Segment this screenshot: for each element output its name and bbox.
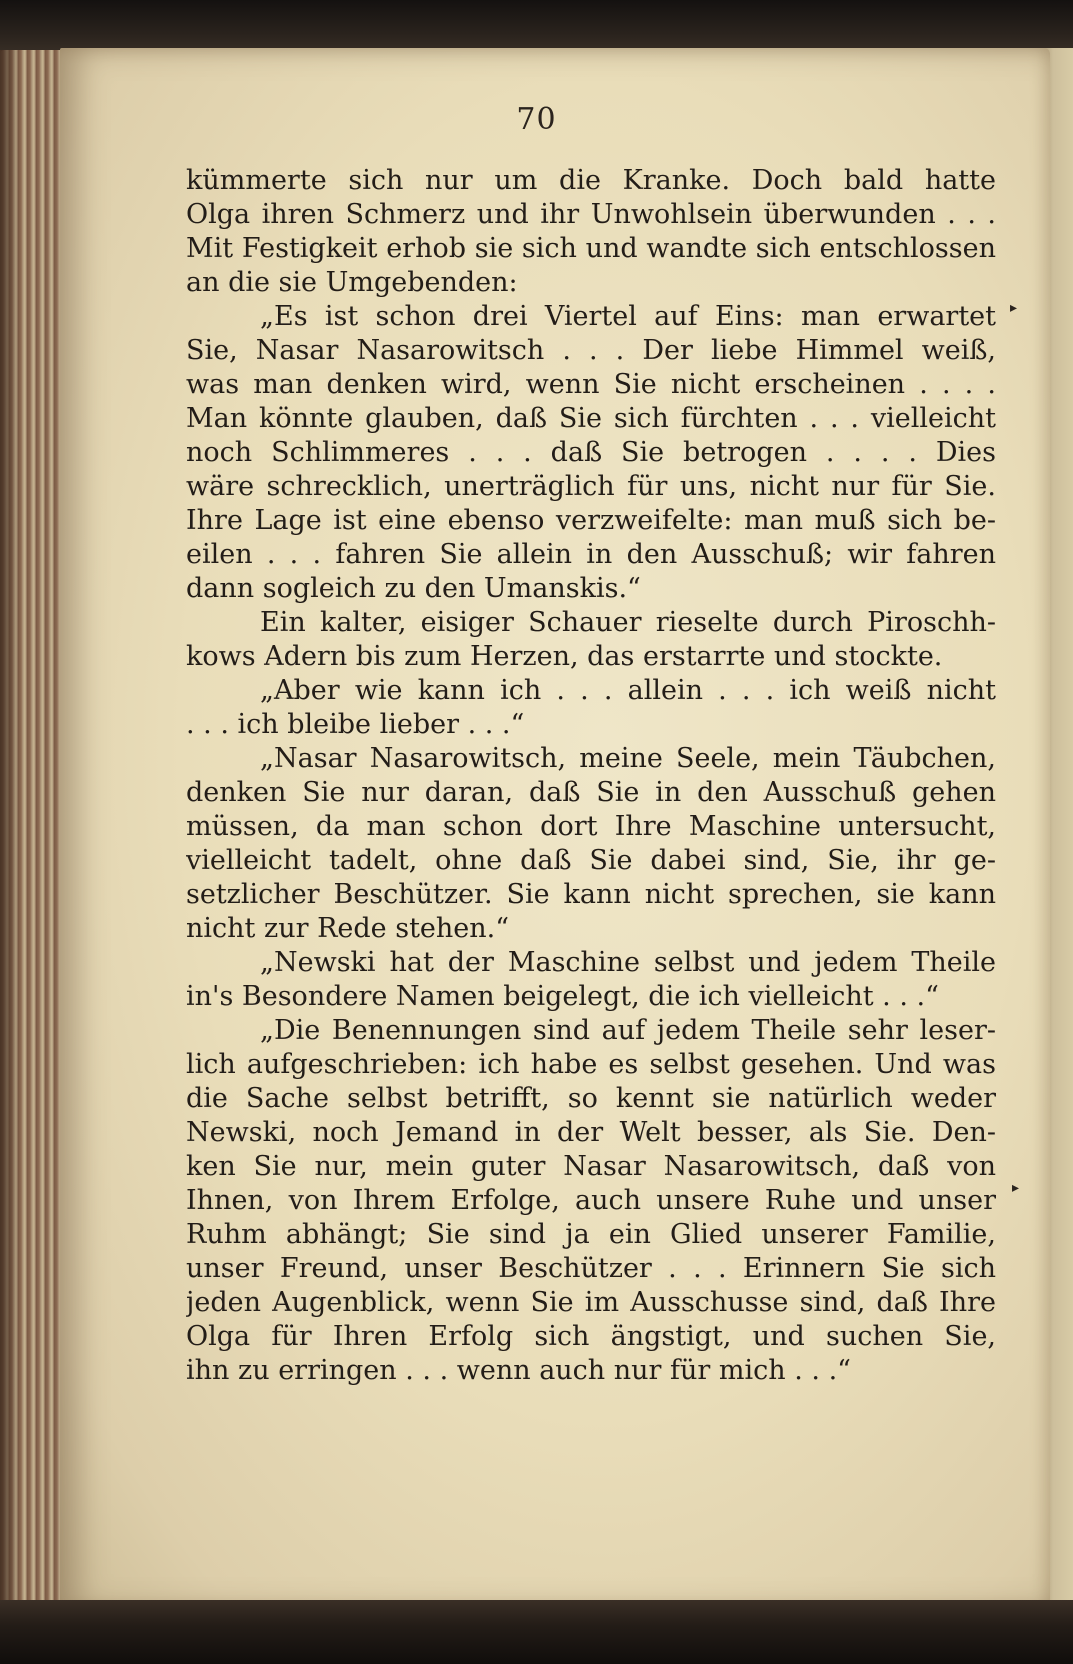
text-line: ken Sie nur, mein guter Nasar Nasarowitsch, daß von <box>186 1151 996 1182</box>
text-line: lich aufgeschrieben: ich habe es selbst gesehen. Und was <box>186 1049 996 1080</box>
text-line: Olga ihren Schmerz und ihr Unwohlsein überwunden . . . <box>186 199 996 230</box>
text-line: dann sogleich zu den Umanskis.“ <box>186 573 641 604</box>
text-line: was man denken wird, wenn Sie nicht erscheinen . . . . <box>186 369 996 400</box>
text-line: „Newski hat der Maschine selbst und jedem Theile <box>260 947 996 978</box>
text-line: vielleicht tadelt, ohne daß Sie dabei sind, Sie, ihr ge- <box>186 845 996 876</box>
body-text <box>186 164 996 1388</box>
text-line: unser Freund, unser Beschützer . . . Erinnern Sie sich <box>186 1253 996 1284</box>
text-line: kows Adern bis zum Herzen, das erstarrte und stockte. <box>186 641 943 672</box>
text-line: denken Sie nur daran, daß Sie in den Ausschuß gehen <box>186 777 996 808</box>
text-line: in's Besondere Namen beigelegt, die ich vielleicht . . .“ <box>186 981 939 1012</box>
text-line: müssen, da man schon dort Ihre Maschine untersucht, <box>186 811 996 842</box>
text-line: nicht zur Rede stehen.“ <box>186 913 510 944</box>
text-line: Ein kalter, eisiger Schauer rieselte durch Piroschh- <box>260 607 996 638</box>
text-line: „Die Benennungen sind auf jedem Theile sehr leser- <box>260 1015 996 1046</box>
text-line: die Sache selbst betrifft, so kennt sie natürlich weder <box>186 1083 996 1114</box>
text-line: Man könnte glauben, daß Sie sich fürchten . . . vielleicht <box>186 403 996 434</box>
margin-mark: ▸ <box>1012 1180 1020 1196</box>
text-line: „Es ist schon drei Viertel auf Eins: man erwartet <box>260 301 996 332</box>
book-cover-bottom-edge <box>0 1600 1073 1664</box>
text-line: „Aber wie kann ich . . . allein . . . ich weiß nicht <box>260 675 996 706</box>
text-line: an die sie Umgebenden: <box>186 267 518 298</box>
text-line: jeden Augenblick, wenn Sie im Ausschusse sind, daß Ihre <box>186 1287 996 1318</box>
text-line: eilen . . . fahren Sie allein in den Ausschuß; wir fahren <box>186 539 996 570</box>
text-line: Newski, noch Jemand in der Welt besser, als Sie. Den- <box>186 1117 996 1148</box>
text-line: noch Schlimmeres . . . daß Sie betrogen . . . . Dies <box>186 437 996 468</box>
text-line: ihn zu erringen . . . wenn auch nur für mich . . .“ <box>186 1355 851 1386</box>
text-line: wäre schrecklich, unerträglich für uns, nicht nur für Sie. <box>186 471 996 502</box>
text-line: Mit Festigkeit erhob sie sich und wandte sich entschlossen <box>186 233 996 264</box>
text-line: Ihre Lage ist eine ebenso verzweifelte: man muß sich be- <box>186 505 996 536</box>
gutter-shadow <box>0 50 20 1610</box>
margin-mark: ▸ <box>1010 300 1018 316</box>
text-line: kümmerte sich nur um die Kranke. Doch bald hatte <box>186 165 996 196</box>
text-line: Ruhm abhängt; Sie sind ja ein Glied unserer Familie, <box>186 1219 996 1250</box>
text-line: Ihnen, von Ihrem Erfolge, auch unsere Ruhe und unser <box>186 1185 996 1216</box>
text-line: „Nasar Nasarowitsch, meine Seele, mein Täubchen, <box>260 743 996 774</box>
text-line: Olga für Ihren Erfolg sich ängstigt, und suchen Sie, <box>186 1321 996 1352</box>
text-line: . . . ich bleibe lieber . . .“ <box>186 709 525 740</box>
text-line: setzlicher Beschützer. Sie kann nicht sprechen, sie kann <box>186 879 996 910</box>
text-line: Sie, Nasar Nasarowitsch . . . Der liebe Himmel weiß, <box>186 335 996 366</box>
page-number: 70 <box>516 102 557 137</box>
